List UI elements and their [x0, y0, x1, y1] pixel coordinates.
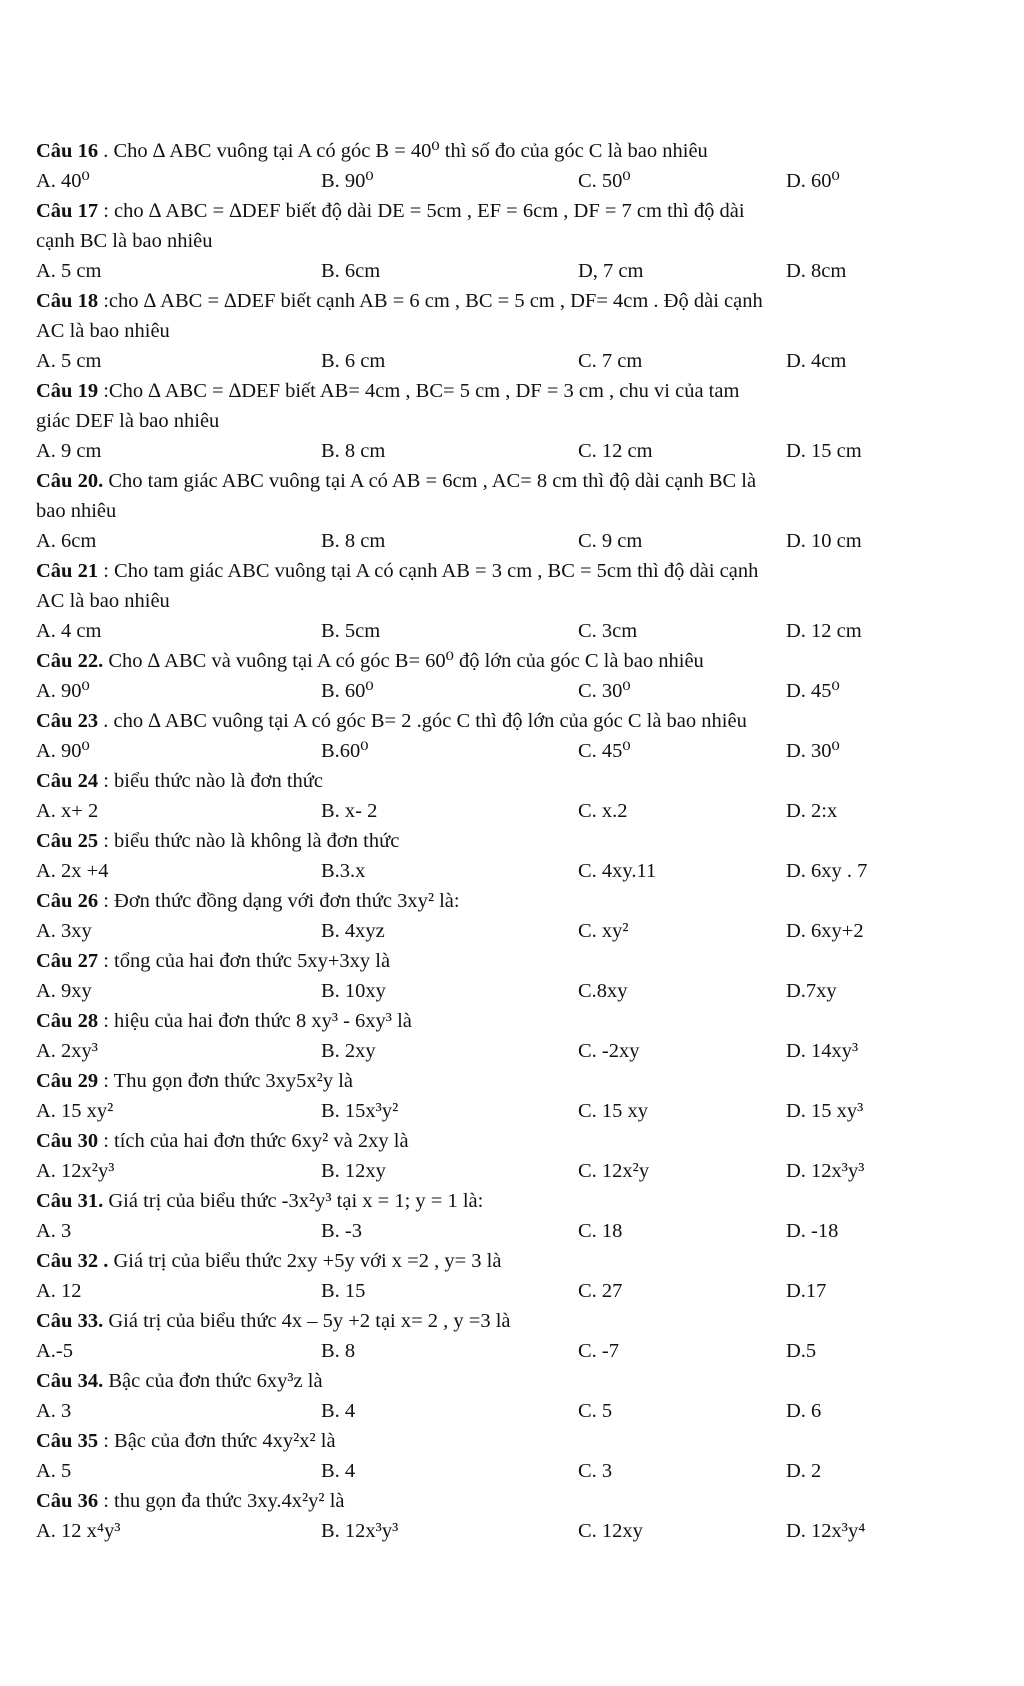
answer-option-d[interactable]: D. 2:x — [786, 800, 838, 822]
question-text: : biểu thức nào là đơn thức — [103, 770, 324, 792]
question-number: Câu 32 . — [36, 1250, 109, 1272]
question-stem-line — [36, 1426, 1011, 1456]
answer-option-d[interactable]: D. 12x³y³ — [786, 1160, 865, 1182]
answer-option-c[interactable]: C. -2xy — [578, 1040, 640, 1062]
question-text: . cho ∆ ABC vuông tại A có góc B= 2 .góc C thì độ lớn của góc C là bao nhiêu — [103, 710, 747, 732]
question-35 — [36, 1426, 1011, 1486]
answer-option-a[interactable]: A. 6cm — [36, 530, 97, 552]
question-text: : tổng của hai đơn thức 5xy+3xy là — [103, 950, 391, 972]
answer-option-d[interactable]: D. 60⁰ — [786, 170, 840, 192]
answer-option-b[interactable]: B. 8 — [321, 1340, 356, 1362]
answer-option-d[interactable]: D.7xy — [786, 980, 837, 1002]
question-text: : thu gọn đa thức 3xy.4x²y² là — [103, 1490, 345, 1512]
answer-option-c[interactable]: C. 27 — [578, 1280, 623, 1302]
answer-option-c[interactable]: C. 18 — [578, 1220, 623, 1242]
answer-option-c[interactable]: C. 30⁰ — [578, 680, 631, 702]
question-number: Câu 18 — [36, 290, 99, 312]
answer-options — [36, 736, 1011, 766]
question-32 — [36, 1246, 1011, 1306]
answer-option-c[interactable]: C. 7 cm — [578, 350, 643, 372]
answer-option-c[interactable]: C. x.2 — [578, 800, 628, 822]
question-stem-line — [36, 706, 1011, 736]
answer-option-d[interactable]: D. 45⁰ — [786, 680, 840, 702]
answer-option-b[interactable]: B. 60⁰ — [321, 680, 374, 702]
question-text: :cho ∆ ABC = ∆DEF biết cạnh AB = 6 cm , BC = 5 cm , DF= 4cm . Độ dài cạnh — [103, 290, 763, 312]
answer-option-b[interactable]: B. 6cm — [321, 260, 381, 282]
question-28 — [36, 1006, 1011, 1066]
answer-option-c[interactable]: C. 50⁰ — [578, 170, 631, 192]
answer-option-d[interactable]: D. 12x³y⁴ — [786, 1520, 866, 1542]
question-stem-line — [36, 1126, 1011, 1156]
answer-option-a[interactable]: A. 5 cm — [36, 260, 102, 282]
question-stem-line — [36, 556, 1011, 586]
answer-option-d[interactable]: D. 15 cm — [786, 440, 862, 462]
question-number: Câu 29 — [36, 1070, 99, 1092]
answer-option-c[interactable]: C. 15 xy — [578, 1100, 649, 1122]
question-number: Câu 24 — [36, 770, 99, 792]
answer-options — [36, 1336, 1011, 1366]
answer-option-c[interactable]: C. -7 — [578, 1340, 619, 1362]
question-text: : Đơn thức đồng dạng với đơn thức 3xy² là: — [103, 890, 460, 912]
answer-option-a[interactable]: A.-5 — [36, 1340, 74, 1362]
question-text-continued: AC là bao nhiêu — [36, 320, 170, 342]
answer-option-a[interactable]: A. 15 xy² — [36, 1100, 114, 1122]
question-stem-line — [36, 196, 1011, 226]
question-number: Câu 16 — [36, 140, 99, 162]
question-stem-line — [36, 466, 1011, 496]
answer-option-c[interactable]: C. 12xy — [578, 1520, 643, 1542]
answer-option-a[interactable]: A. 9 cm — [36, 440, 102, 462]
question-text: Giá trị của biểu thức -3x²y³ tại x = 1; y = 1 là: — [108, 1190, 484, 1212]
answer-option-c[interactable]: C. 3cm — [578, 620, 638, 642]
answer-options — [36, 1396, 1011, 1426]
answer-options — [36, 856, 1011, 886]
answer-options — [36, 676, 1011, 706]
answer-options — [36, 256, 1011, 286]
question-16 — [36, 136, 1011, 196]
question-text: : hiệu của hai đơn thức 8 xy³ - 6xy³ là — [103, 1010, 412, 1032]
question-stem-line — [36, 136, 1011, 166]
question-stem-line — [36, 1366, 1011, 1396]
question-text-continued: giác DEF là bao nhiêu — [36, 410, 220, 432]
question-31 — [36, 1186, 1011, 1246]
answer-option-b[interactable]: B.60⁰ — [321, 740, 369, 762]
answer-option-a[interactable]: A. 9xy — [36, 980, 92, 1002]
question-29 — [36, 1066, 1011, 1126]
answer-option-d[interactable]: D. 8cm — [786, 260, 847, 282]
answer-option-d[interactable]: D. 2 — [786, 1460, 822, 1482]
question-text: : Cho tam giác ABC vuông tại A có cạnh AB = 3 cm , BC = 5cm thì độ dài cạnh — [103, 560, 759, 582]
answer-option-c[interactable]: C. 12 cm — [578, 440, 653, 462]
question-18 — [36, 286, 1011, 376]
question-text: Cho tam giác ABC vuông tại A có AB = 6cm , AC= 8 cm thì độ dài cạnh BC là — [108, 470, 757, 492]
answer-option-b[interactable]: B. 8 cm — [321, 530, 386, 552]
question-17 — [36, 196, 1011, 286]
question-21 — [36, 556, 1011, 646]
answer-option-d[interactable]: D.5 — [786, 1340, 817, 1362]
answer-option-c[interactable]: C. 9 cm — [578, 530, 643, 552]
answer-option-d[interactable]: D. 10 cm — [786, 530, 862, 552]
question-30 — [36, 1126, 1011, 1186]
question-27 — [36, 946, 1011, 1006]
question-text: Giá trị của biểu thức 2xy +5y với x =2 , y= 3 là — [113, 1250, 502, 1272]
question-text: :Cho ∆ ABC = ∆DEF biết AB= 4cm , BC= 5 cm , DF = 3 cm , chu vi của tam — [103, 380, 740, 402]
answer-option-c[interactable]: C. xy² — [578, 920, 629, 942]
question-number: Câu 33. — [36, 1310, 104, 1332]
question-number: Câu 25 — [36, 830, 99, 852]
question-36 — [36, 1486, 1011, 1546]
answer-option-a[interactable]: A. 3xy — [36, 920, 92, 942]
answer-option-c[interactable]: C. 45⁰ — [578, 740, 631, 762]
answer-option-b[interactable]: B. 15x³y² — [321, 1100, 399, 1122]
answer-option-a[interactable]: A. 2x +4 — [36, 860, 109, 882]
question-text-continued: AC là bao nhiêu — [36, 590, 170, 612]
answer-option-a[interactable]: A. 90⁰ — [36, 740, 90, 762]
answer-options — [36, 166, 1011, 196]
question-stem-line — [36, 766, 1011, 796]
answer-option-b[interactable]: B. 12x³y³ — [321, 1520, 399, 1542]
question-number: Câu 28 — [36, 1010, 99, 1032]
answer-option-b[interactable]: B. -3 — [321, 1220, 362, 1242]
question-number: Câu 20. — [36, 470, 104, 492]
answer-options — [36, 1096, 1011, 1126]
question-stem-line — [36, 1306, 1011, 1336]
answer-option-d[interactable]: D. 15 xy³ — [786, 1100, 864, 1122]
answer-option-b[interactable]: B. 10xy — [321, 980, 386, 1002]
question-stem-line — [36, 886, 1011, 916]
question-stem-line — [36, 286, 1011, 316]
answer-options — [36, 1456, 1011, 1486]
answer-options — [36, 346, 1011, 376]
answer-option-c[interactable]: C. 12x²y — [578, 1160, 650, 1182]
question-text: : Bậc của đơn thức 4xy²x² là — [103, 1430, 336, 1452]
answer-options — [36, 436, 1011, 466]
question-34 — [36, 1366, 1011, 1426]
answer-option-d[interactable]: D. 30⁰ — [786, 740, 840, 762]
question-text: Bậc của đơn thức 6xy³z là — [108, 1370, 323, 1392]
answer-options — [36, 1156, 1011, 1186]
answer-option-d[interactable]: D. 6 — [786, 1400, 822, 1422]
answer-option-d[interactable]: D. 14xy³ — [786, 1040, 859, 1062]
answer-option-a[interactable]: A. 4 cm — [36, 620, 102, 642]
question-stem-line — [36, 826, 1011, 856]
question-33 — [36, 1306, 1011, 1366]
answer-option-c[interactable]: D, 7 cm — [578, 260, 644, 282]
question-stem-line — [36, 1006, 1011, 1036]
question-stem-line — [36, 646, 1011, 676]
answer-option-a[interactable]: A. 12 — [36, 1280, 82, 1302]
question-26 — [36, 886, 1011, 946]
answer-option-c[interactable]: C. 5 — [578, 1400, 613, 1422]
answer-option-d[interactable]: D. 12 cm — [786, 620, 862, 642]
answer-options — [36, 1276, 1011, 1306]
answer-options — [36, 796, 1011, 826]
answer-option-a[interactable]: A. 90⁰ — [36, 680, 90, 702]
answer-option-a[interactable]: A. 2xy³ — [36, 1040, 98, 1062]
answer-option-a[interactable]: A. 12x²y³ — [36, 1160, 115, 1182]
answer-option-b[interactable]: B. 12xy — [321, 1160, 386, 1182]
answer-option-b[interactable]: B. 5cm — [321, 620, 381, 642]
question-number: Câu 19 — [36, 380, 99, 402]
question-22 — [36, 646, 1011, 706]
question-text: : cho ∆ ABC = ∆DEF biết độ dài DE = 5cm , EF = 6cm , DF = 7 cm thì độ dài — [103, 200, 745, 222]
answer-option-b[interactable]: B. 90⁰ — [321, 170, 374, 192]
question-number: Câu 35 — [36, 1430, 99, 1452]
answer-option-b[interactable]: B. 8 cm — [321, 440, 386, 462]
answer-option-b[interactable]: B. 4 — [321, 1460, 356, 1482]
question-text: Cho ∆ ABC và vuông tại A có góc B= 60⁰ độ lớn của góc C là bao nhiêu — [108, 650, 704, 672]
question-stem-line — [36, 1186, 1011, 1216]
question-stem-line — [36, 1246, 1011, 1276]
worksheet — [36, 136, 1011, 1546]
question-number: Câu 34. — [36, 1370, 104, 1392]
question-stem-line — [36, 1066, 1011, 1096]
question-20 — [36, 466, 1011, 556]
question-stem-line — [36, 1486, 1011, 1516]
question-23 — [36, 706, 1011, 766]
question-number: Câu 31. — [36, 1190, 104, 1212]
answer-option-b[interactable]: B. 6 cm — [321, 350, 386, 372]
answer-option-a[interactable]: A. 3 — [36, 1220, 72, 1242]
answer-option-d[interactable]: D. 6xy+2 — [786, 920, 864, 942]
question-number: Câu 36 — [36, 1490, 99, 1512]
answer-options — [36, 1516, 1011, 1546]
answer-option-b[interactable]: B. 15 — [321, 1280, 366, 1302]
question-stem-line — [36, 376, 1011, 406]
answer-options — [36, 1216, 1011, 1246]
answer-option-a[interactable]: A. 3 — [36, 1400, 72, 1422]
answer-option-c[interactable]: C. 4xy.11 — [578, 860, 657, 882]
question-number: Câu 26 — [36, 890, 99, 912]
answer-option-a[interactable]: A. 5 — [36, 1460, 72, 1482]
question-number: Câu 22. — [36, 650, 104, 672]
question-text: : biểu thức nào là không là đơn thức — [103, 830, 400, 852]
question-text-continued: cạnh BC là bao nhiêu — [36, 230, 213, 252]
answer-option-b[interactable]: B. 4xyz — [321, 920, 385, 942]
question-text: : tích của hai đơn thức 6xy² và 2xy là — [103, 1130, 409, 1152]
answer-option-b[interactable]: B.3.x — [321, 860, 366, 882]
answer-option-d[interactable]: D. 6xy . 7 — [786, 860, 868, 882]
question-text: Giá trị của biểu thức 4x – 5y +2 tại x= 2 , y =3 là — [108, 1310, 511, 1332]
answer-option-a[interactable]: A. x+ 2 — [36, 800, 99, 822]
answer-options — [36, 526, 1011, 556]
question-text: : Thu gọn đơn thức 3xy5x²y là — [103, 1070, 354, 1092]
question-19 — [36, 376, 1011, 466]
answer-option-a[interactable]: A. 12 x⁴y³ — [36, 1520, 121, 1542]
answer-option-a[interactable]: A. 5 cm — [36, 350, 102, 372]
question-number: Câu 30 — [36, 1130, 99, 1152]
answer-option-c[interactable]: C. 3 — [578, 1460, 613, 1482]
question-25 — [36, 826, 1011, 886]
answer-options — [36, 616, 1011, 646]
answer-option-d[interactable]: D. -18 — [786, 1220, 839, 1242]
question-number: Câu 23 — [36, 710, 99, 732]
answer-option-a[interactable]: A. 40⁰ — [36, 170, 90, 192]
question-24 — [36, 766, 1011, 826]
answer-options — [36, 1036, 1011, 1066]
question-text-continued: bao nhiêu — [36, 500, 117, 522]
answer-options — [36, 976, 1011, 1006]
question-number: Câu 17 — [36, 200, 99, 222]
answer-option-c[interactable]: C.8xy — [578, 980, 628, 1002]
answer-option-b[interactable]: B. 2xy — [321, 1040, 376, 1062]
question-stem-line — [36, 946, 1011, 976]
question-text: . Cho ∆ ABC vuông tại A có góc B = 40⁰ thì số đo của góc C là bao nhiêu — [103, 140, 708, 162]
answer-option-b[interactable]: B. 4 — [321, 1400, 356, 1422]
answer-option-b[interactable]: B. x- 2 — [321, 800, 378, 822]
question-number: Câu 21 — [36, 560, 99, 582]
answer-option-d[interactable]: D. 4cm — [786, 350, 847, 372]
answer-option-d[interactable]: D.17 — [786, 1280, 827, 1302]
question-number: Câu 27 — [36, 950, 99, 972]
answer-options — [36, 916, 1011, 946]
